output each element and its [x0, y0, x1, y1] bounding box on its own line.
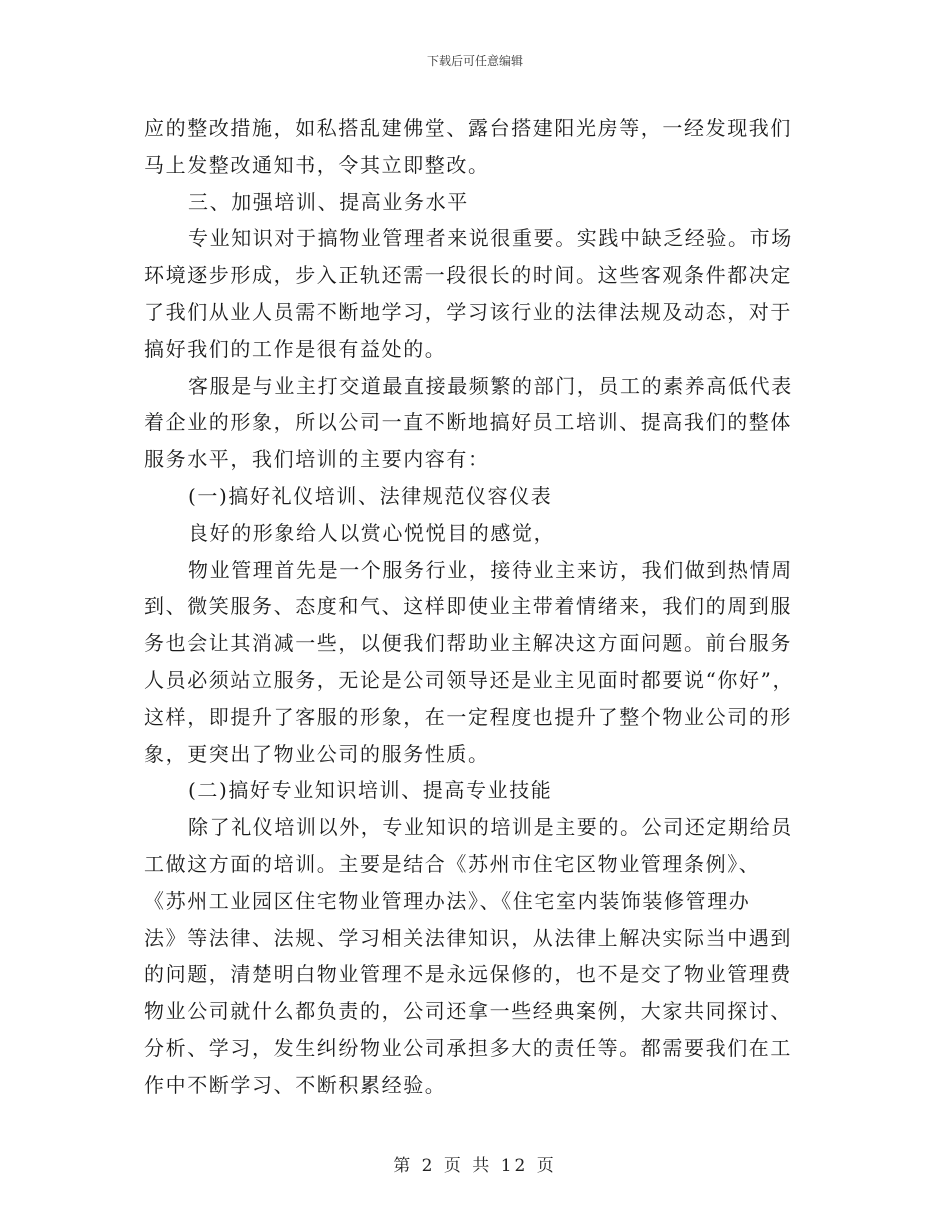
subsection-heading: (一)搞好礼仪培训、法律规范仪容仪表 [188, 483, 553, 508]
text-line: 良好的形象给人以赏心悦悦目的感觉， [188, 520, 556, 545]
text-line: 《苏州工业园区住宅物业管理办法》、《住宅室内装饰装修管理办 [144, 888, 751, 913]
text-line: 法》等法律、法规、学习相关法律知识，从法律上解决实际当中遇到 [144, 925, 792, 950]
text-line: 到、微笑服务、态度和气、这样即使业主带着情绪来，我们的周到服 [144, 594, 792, 619]
text-line: 服务水平，我们培训的主要内容有： [144, 447, 490, 472]
page-header-note: 下载后可任意编辑 [426, 54, 523, 68]
text-line: 物业公司就什么都负责的，公司还拿一些经典案例，大家共同探讨、 [144, 999, 792, 1024]
page-number: 第 2 页 共 12 页 [393, 1156, 557, 1176]
text-line: 马上发整改通知书，令其立即整改。 [144, 152, 490, 177]
document-body [144, 110, 808, 1104]
text-line: 务也会让其消减一些，以便我们帮助业主解决这方面问题。前台服务 [144, 631, 792, 656]
text-line: 环境逐步形成，步入正轨还需一段很长的时间。这些客观条件都决定 [144, 263, 792, 288]
text-line: 人员必须站立服务，无论是公司领导还是业主见面时都要说“你好”， [144, 667, 795, 692]
text-line: 作中不断学习、不断积累经验。 [144, 1072, 447, 1097]
text-line: 着企业的形象，所以公司一直不断地搞好员工培训、提高我们的整体 [144, 410, 792, 435]
text-line: 工做这方面的培训。主要是结合《苏州市住宅区物业管理条例》、 [144, 851, 761, 876]
text-line: 客服是与业主打交道最直接最频繁的部门，员工的素养高低代表 [188, 373, 793, 398]
section-heading: 三、加强培训、提高业务水平 [188, 189, 469, 214]
text-line: 这样，即提升了客服的形象，在一定程度也提升了整个物业公司的形 [144, 704, 792, 729]
text-line: 搞好我们的工作是很有益处的。 [144, 336, 447, 361]
text-line: 应的整改措施，如私搭乱建佛堂、露台搭建阳光房等，一经发现我们 [144, 116, 792, 140]
text-line: 除了礼仪培训以外，专业知识的培训是主要的。公司还定期给员 [188, 815, 793, 840]
text-line: 象，更突出了物业公司的服务性质。 [144, 741, 490, 766]
text-line: 分析、学习，发生纠纷物业公司承担多大的责任等。都需要我们在工 [144, 1035, 792, 1060]
text-line: 专业知识对于搞物业管理者来说很重要。实践中缺乏经验。市场 [188, 226, 793, 251]
text-line: 了我们从业人员需不断地学习，学习该行业的法律法规及动态，对于 [144, 299, 792, 324]
subsection-heading: (二)搞好专业知识培训、提高专业技能 [188, 778, 553, 803]
text-line: 物业管理首先是一个服务行业，接待业主来访，我们做到热情周 [188, 557, 793, 582]
text-line: 的问题，清楚明白物业管理不是永远保修的，也不是交了物业管理费 [144, 962, 792, 987]
